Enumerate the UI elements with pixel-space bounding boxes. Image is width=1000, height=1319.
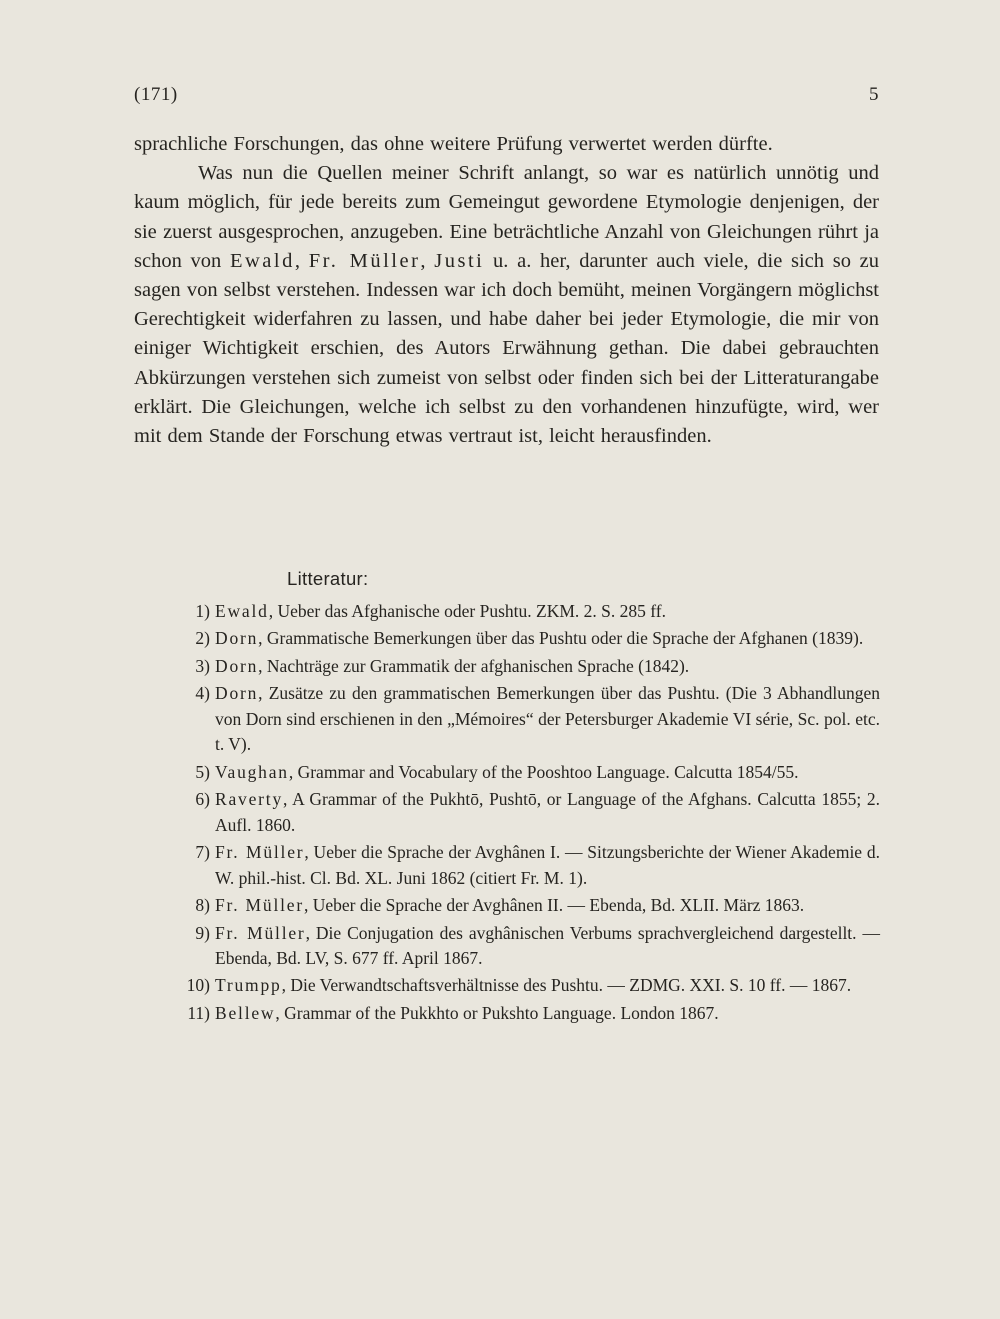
paragraph-2 <box>134 159 879 451</box>
item-text <box>215 654 880 680</box>
literature-item <box>160 973 880 999</box>
item-author: Fr. Müller <box>215 922 306 943</box>
literature-heading: Litteratur: <box>287 568 369 589</box>
literature-item <box>160 626 880 652</box>
item-details: , Nachträge zur Grammatik der afghanischen Sprache (1842). <box>258 655 690 676</box>
item-author: Raverty <box>215 789 283 810</box>
paragraph-text: sprachliche Forschungen, das ohne weitere Prüfung verwertet werden dürfte. <box>134 133 773 155</box>
paragraph-text: , <box>420 249 435 272</box>
item-number: 1) <box>195 601 210 621</box>
item-text <box>215 626 880 652</box>
item-text <box>215 1001 880 1027</box>
item-text <box>215 599 880 625</box>
item-details: , Die Conjugation des avghânischen Verbums sprachvergleichend dargestellt. — Ebenda, Bd. LV, S. 677 ff. April 1867. <box>215 922 880 969</box>
item-details: , Zusätze zu den grammatischen Bemerkungen über das Pushtu. (Die 3 Abhandlungen von Dorn sind erschienen in den „Mémoires“ der Petersburger Akademie VI série, Sc. pol. etc. t. V). <box>215 683 880 755</box>
item-number: 6) <box>195 789 210 810</box>
item-number: 3) <box>195 655 210 676</box>
author-name-justi: Justi <box>434 249 485 272</box>
body-text <box>134 130 879 451</box>
literature-item <box>160 921 880 972</box>
item-details: , Ueber die Sprache der Avghânen I. — Sitzungsberichte der Wiener Akademie d. W. phil.-hist. Cl. Bd. XL. Juni 1862 (citiert Fr. M. 1). <box>215 842 880 888</box>
item-text <box>215 973 880 999</box>
literature-item <box>160 840 880 891</box>
item-details: , Grammar and Vocabulary of the Pooshtoo Language. Calcutta 1854/55. <box>288 761 799 782</box>
literature-item <box>160 893 880 919</box>
item-details: , A Grammar of the Pukhtō, Pushtō, or Language of the Afghans. Calcutta 1855; 2. Aufl. 1860. <box>215 789 880 835</box>
item-author: Bellew <box>215 1002 276 1023</box>
literature-item <box>160 599 880 625</box>
paragraph-text: , <box>294 249 309 272</box>
item-author: Fr. Müller <box>215 842 305 863</box>
item-text <box>215 921 880 972</box>
item-author: Fr. Müller <box>215 895 304 916</box>
item-details: , Grammatische Bemerkungen über das Pushtu oder die Sprache der Afghanen (1839). <box>258 628 864 649</box>
page-header-left: (171) <box>134 84 178 105</box>
literature-item <box>160 787 880 838</box>
item-author: Dorn <box>215 683 259 704</box>
item-author: Trumpp <box>215 975 282 996</box>
paragraph-text: u. a. her, darunter auch viele, die sich so zu sagen von selbst verstehen. Indessen war ich doch bemüht, meinen Vorgängern möglichst Gerechtigkeit widerfahren zu lassen, und habe daher bei jeder Etymologie, die mir von einiger Wichtigkeit erschien, des Autors Erwähnung gethan. Die dabei gebrauchten Abkürzungen verstehen sich zumeist von selbst oder finden sich bei der Litteraturangabe erklärt. Die Gleichungen, welche ich selbst zu den vorhandenen hinzufügte, wird, wer mit dem Stande der Forschung etwas vertraut ist, leicht herausfinden. <box>134 249 880 448</box>
item-number: 7) <box>195 842 210 863</box>
item-number: 5) <box>195 761 210 782</box>
item-number: 9) <box>195 922 210 943</box>
item-author: Vaughan <box>215 761 289 782</box>
item-details: , Ueber die Sprache der Avghânen II. — Ebenda, Bd. XLII. März 1863. <box>303 895 805 916</box>
paragraph-text: Was nun die Quellen meiner Schrift anlangt, so war es natürlich unnötig und kaum möglich, für jede bereits zum Gemeingut gewordene Etymologie denjenigen, der sie zuerst ausgesprochen, anzugeben. Eine beträchtliche Anzahl von Gleichungen rührt ja schon von <box>134 162 879 272</box>
literature-item <box>160 1001 880 1027</box>
item-number: 10) <box>186 975 210 996</box>
item-details: , Grammar of the Pukkhto or Pukshto Language. London 1867. <box>275 1002 719 1023</box>
literature-list <box>160 599 880 1028</box>
item-number: 4) <box>195 683 210 704</box>
paragraph-1 <box>134 130 879 159</box>
item-text <box>215 681 880 758</box>
page-header <box>134 84 879 106</box>
item-text <box>215 760 880 786</box>
item-number: 11) <box>187 1002 210 1023</box>
author-name-ewald: Ewald <box>229 249 295 272</box>
item-author: Ewald <box>215 601 269 621</box>
item-text <box>215 893 880 919</box>
item-number: 8) <box>195 895 210 916</box>
item-author: Dorn <box>215 628 259 649</box>
literature-item <box>160 681 880 758</box>
item-details: , Ueber das Afghanische oder Pushtu. ZKM. 2. S. 285 ff. <box>268 601 666 621</box>
item-number: 2) <box>195 628 210 649</box>
literature-item <box>160 760 880 786</box>
literature-item <box>160 654 880 680</box>
item-text <box>215 840 880 891</box>
author-name-mueller: Fr. Müller <box>308 249 421 272</box>
page-number: 5 <box>869 84 879 105</box>
item-details: , Die Verwandtschaftsverhältnisse des Pushtu. — ZDMG. XXI. S. 10 ff. — 1867. <box>281 975 852 996</box>
item-text <box>215 787 880 838</box>
item-author: Dorn <box>215 655 259 676</box>
